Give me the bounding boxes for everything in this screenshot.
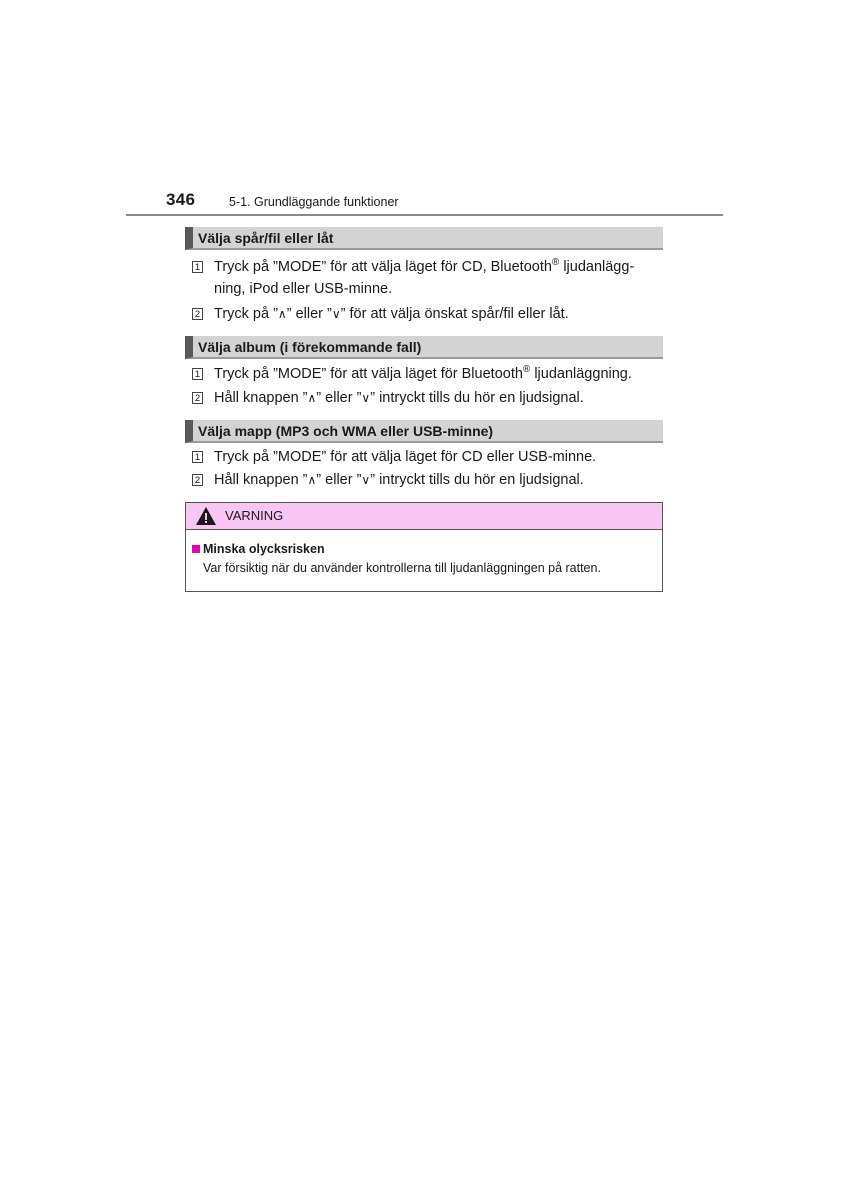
- step-number: 2: [192, 308, 203, 320]
- step-1: [185, 446, 663, 468]
- step-number: 2: [192, 392, 203, 404]
- step-text: ljudanläggning.: [530, 366, 632, 382]
- step-number: 1: [192, 368, 203, 380]
- warning-text: Var försiktig när du använder kontrollerna till ljudanläggningen på ratten.: [203, 561, 601, 575]
- step-text: Tryck på ”MODE” för att välja läget för CD, Bluetooth: [214, 259, 552, 275]
- header-rule: [126, 214, 723, 216]
- step-text: ” intryckt tills du hör en ljudsignal.: [370, 472, 584, 488]
- step-text: ” intryckt tills du hör en ljudsignal.: [370, 390, 584, 406]
- section-heading-album: Välja album (i förekommande fall): [185, 336, 663, 359]
- down-arrow-icon: ∨: [361, 391, 371, 405]
- section-heading-track: Välja spår/fil eller låt: [185, 227, 663, 250]
- warning-box: [185, 502, 663, 592]
- step-2: [185, 469, 663, 491]
- registered-mark: ®: [551, 257, 560, 269]
- up-arrow-icon: ∧: [277, 307, 287, 321]
- step-number: 1: [192, 261, 203, 273]
- page-number: 346: [166, 190, 196, 209]
- down-arrow-icon: ∨: [331, 307, 341, 321]
- warning-body: [186, 530, 662, 591]
- down-arrow-icon: ∨: [361, 473, 371, 487]
- step-2: [185, 387, 663, 409]
- step-text: Tryck på ”MODE” för att välja läget för Bluetooth: [214, 366, 523, 382]
- section-heading-folder: Välja mapp (MP3 och WMA eller USB-minne): [185, 420, 663, 443]
- step-text: ” för att välja önskat spår/fil eller låt.: [340, 306, 569, 322]
- warning-triangle-icon: [195, 506, 217, 526]
- up-arrow-icon: ∧: [307, 473, 317, 487]
- step-text: Tryck på ”MODE” för att välja läget för CD eller USB-minne.: [214, 449, 597, 465]
- content: [185, 227, 663, 592]
- chapter-title: 5-1. Grundläggande funktioner: [229, 195, 399, 209]
- warning-header: [186, 503, 662, 530]
- step-text: ” eller ”: [316, 472, 362, 488]
- step-2: [185, 303, 663, 325]
- warning-subheading: Minska olycksrisken: [203, 542, 325, 556]
- page-header: [126, 190, 723, 218]
- up-arrow-icon: ∧: [307, 391, 317, 405]
- step-text: ” eller ”: [316, 390, 362, 406]
- step-text: Håll knappen ”: [214, 390, 308, 406]
- step-1: [185, 256, 663, 300]
- warning-label: VARNING: [225, 508, 284, 523]
- warning-subheading-row: [192, 540, 652, 559]
- registered-mark: ®: [522, 364, 531, 376]
- step-text: Tryck på ”: [214, 306, 278, 322]
- bullet-square-icon: [192, 545, 200, 553]
- step-number: 2: [192, 474, 203, 486]
- step-text: Håll knappen ”: [214, 472, 308, 488]
- step-number: 1: [192, 451, 203, 463]
- step-1: [185, 363, 663, 385]
- step-text: ” eller ”: [286, 306, 332, 322]
- step-text: ljudanlägg-ning, iPod eller USB-minne.: [214, 259, 635, 297]
